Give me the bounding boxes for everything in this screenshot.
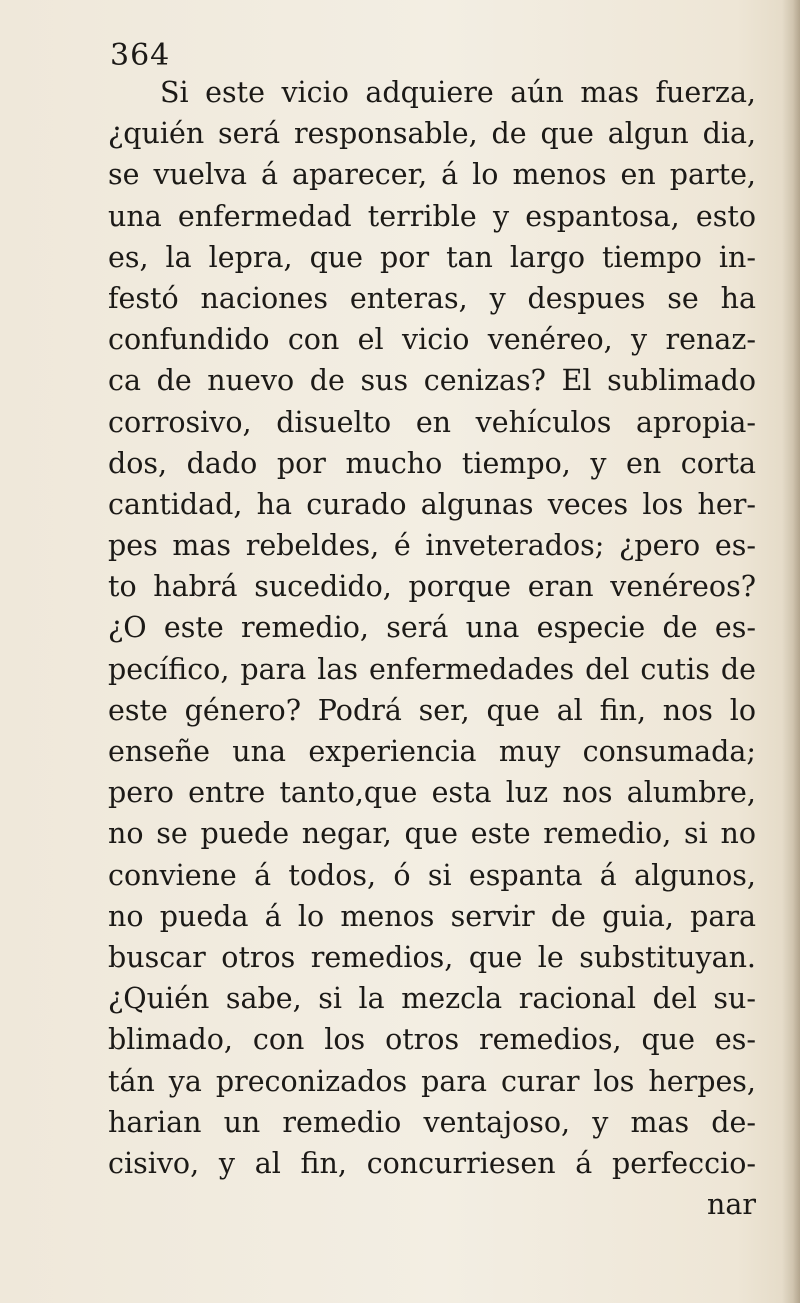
body-text [108, 72, 756, 1225]
text-line: pecífico, para las enfermedades del cutis de [108, 652, 756, 686]
text-line: una enfermedad terrible y espantosa, esto [108, 199, 756, 233]
text-line: blimado, con los otros remedios, que es- [108, 1023, 756, 1057]
text-line: ¿Quién sabe, si la mezcla racional del su- [108, 982, 756, 1016]
page-number: 364 [110, 38, 171, 73]
text-line: no se puede negar, que este remedio, si no [108, 817, 756, 851]
text-line: festó naciones enteras, y despues se ha [108, 281, 756, 315]
text-line: no pueda á lo menos servir de guia, para [108, 899, 756, 933]
text-line: cantidad, ha curado algunas veces los her- [108, 487, 756, 521]
text-line: ca de nuevo de sus cenizas? El sublimado [108, 364, 756, 398]
page-edge-shadow [782, 0, 800, 1303]
text-line: confundido con el vicio venéreo, y renaz- [108, 323, 756, 357]
text-line: harian un remedio ventajoso, y mas de- [108, 1105, 756, 1139]
text-line: corrosivo, disuelto en vehículos apropia- [108, 405, 756, 439]
text-line: dos, dado por mucho tiempo, y en corta [108, 446, 756, 480]
text-line: cisivo, y al fin, concurriesen á perfeccio- [108, 1146, 756, 1180]
text-line: se vuelva á aparecer, á lo menos en parte, [108, 158, 756, 192]
text-line: este género? Podrá ser, que al fin, nos lo [108, 693, 756, 727]
text-line: to habrá sucedido, porque eran venéreos? [108, 570, 756, 604]
text-line: buscar otros remedios, que le substituyan. [108, 940, 756, 974]
text-line: es, la lepra, que por tan largo tiempo in- [108, 240, 756, 274]
text-line: ¿quién será responsable, de que algun dia, [108, 117, 756, 151]
text-line: enseñe una experiencia muy consumada; [108, 735, 756, 768]
text-line: tán ya preconizados para curar los herpes, [108, 1064, 756, 1098]
text-line: conviene á todos, ó si espanta á algunos, [108, 858, 756, 892]
text-line: Si este vicio adquiere aún mas fuerza, [160, 76, 756, 109]
text-line: pero entre tanto,que esta luz nos alumbre, [108, 776, 756, 810]
catchword: nar [707, 1188, 756, 1222]
text-line: ¿O este remedio, será una especie de es- [108, 611, 756, 645]
text-line: pes mas rebeldes, é inveterados; ¿pero es- [108, 529, 756, 563]
